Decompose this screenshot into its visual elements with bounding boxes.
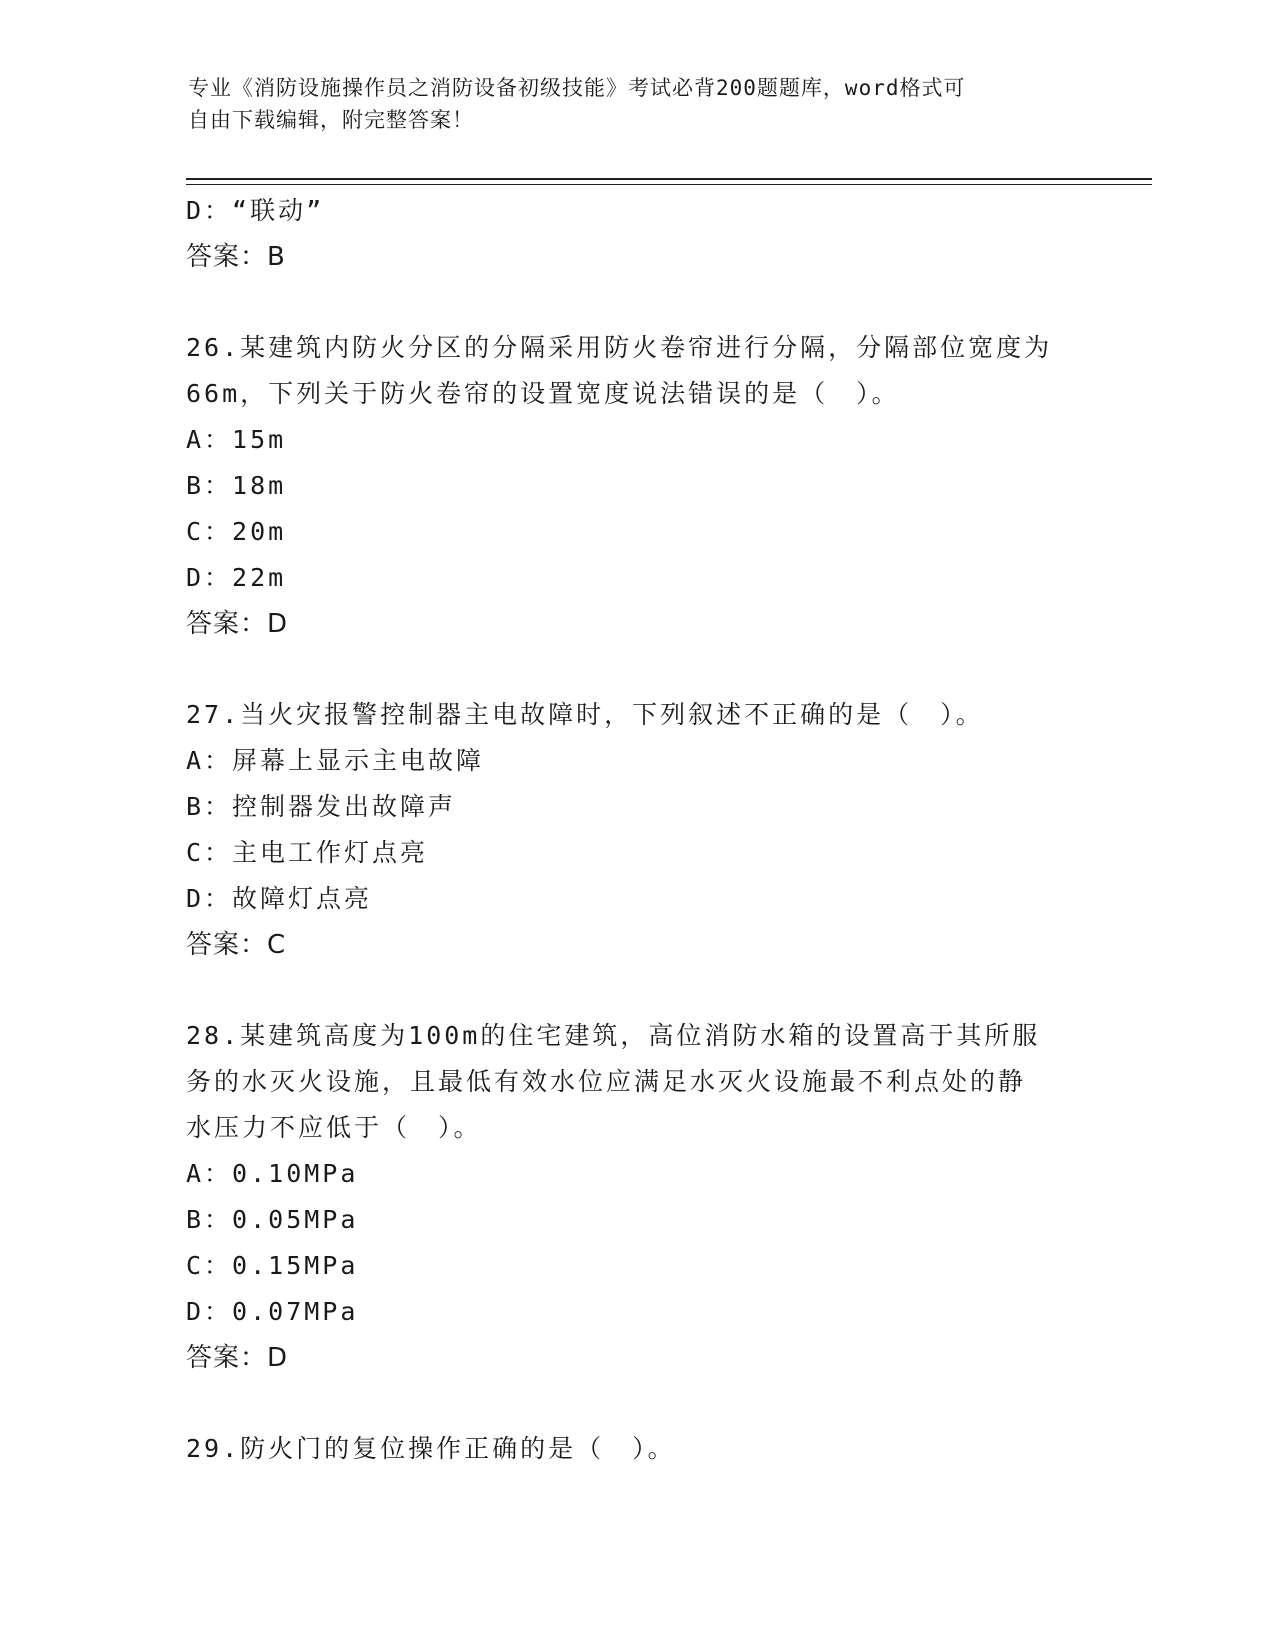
option-b: B：控制器发出故障声 xyxy=(186,792,457,821)
option-a: A：15m xyxy=(186,425,287,454)
option-d: D：22m xyxy=(186,563,287,592)
answer: 答案：D xyxy=(186,609,289,639)
option-c: C：0.15MPa xyxy=(186,1251,359,1280)
question-text: 28.某建筑高度为100m的住宅建筑，高位消防水箱的设置高于其所服 xyxy=(186,1021,1041,1050)
answer: 答案：B xyxy=(186,242,286,272)
question-26 xyxy=(186,325,1086,647)
question-text: 66m，下列关于防火卷帘的设置宽度说法错误的是（ ）。 xyxy=(186,379,900,408)
question-29 xyxy=(186,1426,1086,1472)
question-text: 27.当火灾报警控制器主电故障时，下列叙述不正确的是（ ）。 xyxy=(186,700,984,729)
question-text: 务的水灭火设施，且最低有效水位应满足水灭火设施最不利点处的静 xyxy=(186,1067,1027,1096)
answer: 答案：D xyxy=(186,1343,289,1373)
question-text: 26.某建筑内防火分区的分隔采用防火卷帘进行分隔，分隔部位宽度为 xyxy=(186,333,1053,362)
page-header xyxy=(188,72,1088,136)
option-a: A：屏幕上显示主电故障 xyxy=(186,746,485,775)
header-title-line-2: 自由下载编辑，附完整答案！ xyxy=(188,108,474,132)
option-b: B：0.05MPa xyxy=(186,1205,359,1234)
option-b: B：18m xyxy=(186,471,287,500)
option-d: D：0.07MPa xyxy=(186,1297,359,1326)
question-27 xyxy=(186,692,1086,968)
option-c: C：主电工作灯点亮 xyxy=(186,838,429,867)
option-a: A：0.10MPa xyxy=(186,1159,359,1188)
previous-question-tail xyxy=(186,188,1086,280)
question-28 xyxy=(186,1013,1086,1381)
question-list xyxy=(186,188,1086,1472)
answer: 答案：C xyxy=(186,930,287,960)
option-d: D：“联动” xyxy=(186,196,325,225)
option-c: C：20m xyxy=(186,517,287,546)
question-text: 水压力不应低于（ ）。 xyxy=(186,1113,482,1142)
option-d: D：故障灯点亮 xyxy=(186,884,373,913)
question-text: 29.防火门的复位操作正确的是（ ）。 xyxy=(186,1434,676,1463)
header-title-line-1: 专业《消防设施操作员之消防设备初级技能》考试必背200题题库，word格式可 xyxy=(188,76,966,100)
header-divider xyxy=(186,178,1152,185)
